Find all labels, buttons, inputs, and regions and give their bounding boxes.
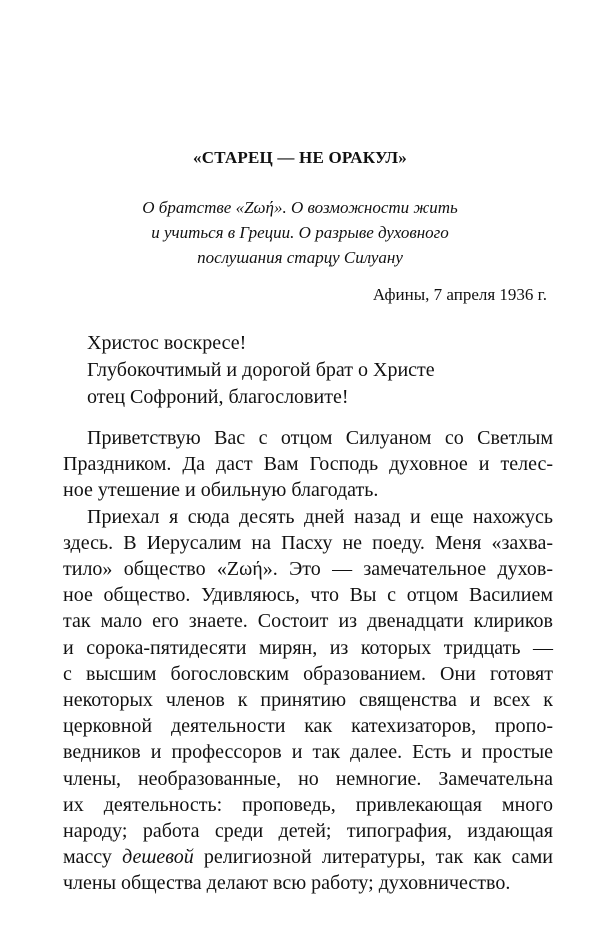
paragraph-1-line: Приветствую Вас с отцом Силуаном со Светлым <box>87 427 553 449</box>
letter-body <box>63 425 553 897</box>
paragraph-2-line-emphasis <box>63 844 553 870</box>
paragraph-2-line: члены общества делают всю работу; духовничество. <box>63 872 511 895</box>
paragraph-2-line: здесь. В Иерусалим на Пасху не поеду. Меня «захва- <box>63 531 553 554</box>
subtitle-line: послушания старцу Силуану <box>197 248 403 267</box>
letter-greeting <box>87 330 435 411</box>
emphasis-before: массу <box>63 846 123 869</box>
paragraph-2-line: с высшим богословским образованием. Они готовят <box>63 662 553 685</box>
emphasis-word: дешевой <box>122 846 194 869</box>
paragraph-2-line: так мало его знаете. Состоит из двенадцати клириков <box>63 610 553 633</box>
subtitle-line: и учиться в Греции. О разрыве духовного <box>151 223 449 242</box>
greeting-line: Христос воскресе! <box>87 332 247 354</box>
chapter-title: «СТАРЕЦ — НЕ ОРАКУЛ» <box>193 148 407 167</box>
paragraph-1-line: ное утешение и обильную благодать. <box>63 479 379 502</box>
subtitle-line: О братстве «Ζωή». О возможности жить <box>142 198 458 217</box>
emphasis-after: религиозной литературы, так как сами <box>193 846 554 869</box>
paragraph-1-line: Праздником. Да даст Вам Господь духовное и телес- <box>63 453 553 476</box>
paragraph-2-line: церковной деятельности как катехизаторов, пропо- <box>63 715 553 738</box>
greeting-line: Глубокочтимый и дорогой брат о Христе <box>87 359 435 381</box>
paragraph-2-line: Приехал я сюда десять дней назад и еще нахожусь <box>87 505 553 528</box>
paragraph-2-line: их деятельность: проповедь, привлекающая много <box>63 793 553 816</box>
paragraph-2-line: народу; работа среди детей; типография, издающая <box>63 820 553 843</box>
paragraph-2-line: и сорока-пятидесяти мирян, из которых тридцать — <box>63 636 553 659</box>
letter-dateline: Афины, 7 апреля 1936 г. <box>372 285 547 304</box>
paragraph-2-line: некоторых членов к принятию священства и всех к <box>63 689 553 712</box>
paragraph-2-line: тило» общество «Ζωή». Это — замечательное духов- <box>63 558 553 581</box>
greeting-line: отец Софроний, благословите! <box>87 386 349 408</box>
paragraph-2-line: ведников и профессоров и так далее. Есть и простые <box>63 741 553 764</box>
paragraph-2-line: члены, необразованные, но немногие. Замечательна <box>63 767 553 790</box>
chapter-subtitle <box>80 195 520 270</box>
paragraph-2-line: ное общество. Удивляюсь, что Вы с отцом Василием <box>63 584 553 607</box>
